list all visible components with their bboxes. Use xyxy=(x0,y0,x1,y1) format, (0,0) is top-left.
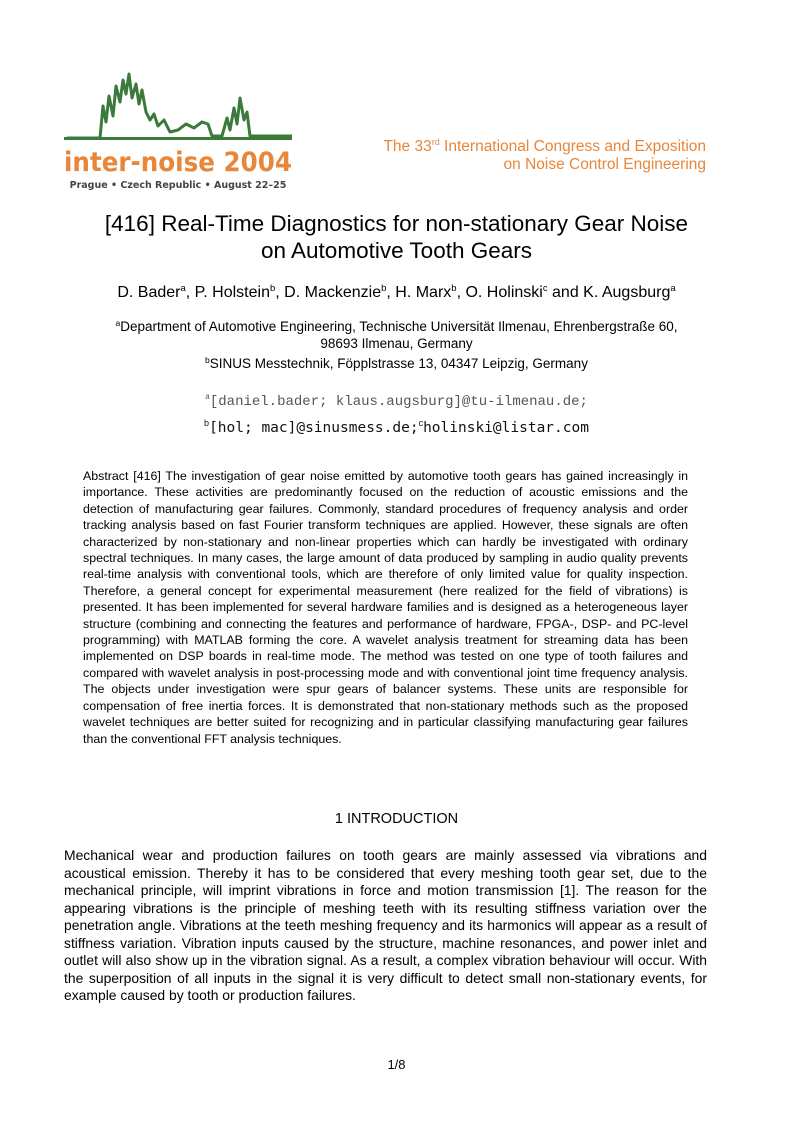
author: D. Mackenzie$^b$, xyxy=(284,283,396,301)
logo-tagline: Prague • Czech Republic • August 22–25 xyxy=(69,180,287,191)
author: D. Bader$^a$, xyxy=(117,283,195,301)
affiliations xyxy=(40,315,753,372)
paper-title-line2: on Automotive Tooth Gears xyxy=(261,238,532,263)
affiliation-a-line2: 98693 Ilmenau, Germany xyxy=(320,336,473,351)
author-list xyxy=(40,279,753,303)
author: P. Holstein$^b$, xyxy=(194,283,285,301)
email-line-1: $^a$[daniel.bader; klaus.augsburg]@tu-ilmenau.de; xyxy=(205,393,588,410)
abstract-paragraph: Abstract [416] The investigation of gear noise emitted by automotive tooth gears has gained increasingly in importance. These activities are predominantly focused on the reduction of acoustic emissions and the detection of manufacturing gear failures. Commonly, standard procedures of frequency analysis and order tracking analysis based on fast Fourier transform techniques are applied. However, these signals are often characterized by non-stationary and non-linear properties which can hardly be investigated with ordinary spectral techniques. In many cases, the large amount of data produced by sampling in audio quality prevents real-time analysis with conventional tools, which are therefore of only limited value for quality inspection. Therefore, a general concept for experimental measurement (here realized for the field of vibrations) is presented. It has been implemented for several hardware families and is designed as a heterogeneous layer structure (combining and connecting the features and performance of hardware, FPGA-, DSP- and PC-level programming) with MATLAB forming the core. A wavelet analysis treatment for streaming data has been implemented on DSP boards in real-time mode. The method was tested on one type of tooth failures and compared with wavelet analysis in post-processing mode and with conventional joint time frequency analysis. The objects under investigation were spur gears of balancer systems. These units are responsible for compensation of free inertia forces. It is demonstrated that non-stationary methods such as the proposed wavelet techniques are better suited for recognizing and in particular classifying manufacturing gear failures than the conventional FFT analysis techniques. xyxy=(83,469,688,746)
conference-line1-post: International Congress and Exposition xyxy=(439,138,706,155)
prague-skyline-icon xyxy=(67,74,292,138)
conference-logo xyxy=(62,72,298,194)
conference-line1-sup: rd xyxy=(431,137,440,147)
author: O. Holinski$^c$ and xyxy=(465,283,584,301)
section-heading-introduction: 1 INTRODUCTION xyxy=(334,811,459,827)
conference-line1-pre: The 33 xyxy=(383,138,432,155)
paper-title-line1: [416] Real-Time Diagnostics for non-stationary Gear Noise xyxy=(104,211,689,236)
conference-line2: on Noise Control Engineering xyxy=(503,156,706,173)
logo-wordmark: inter-noise 2004 xyxy=(64,147,292,178)
page-number: 1/8 xyxy=(387,1057,406,1072)
author: K. Augsburg$^a$ xyxy=(583,283,676,301)
author: H. Marx$^b$, xyxy=(395,283,466,301)
introduction-paragraph: Mechanical wear and production failures on tooth gears are mainly assessed via vibrations and acoustical emission. Thereby it has to be considered that every meshing tooth gear set, due to the mechanical principle, will imprint vibrations in force and motion transmission [1]. The reason for the appearing vibrations is the principle of meshing teeth with its resulting stiffness variation over the penetration angle. Vibrations at the teeth meshing frequency and its harmonics will appear as a result of stiffness variation. Vibration inputs caused by the structure, machine resonances, and power inlet and outlet will also show up in the vibration signal. As a result, a complex vibration behaviour will occur. With the superposition of all inputs in the signal it is very difficult to detect small non-stationary events, for example caused by tooth or production failures. xyxy=(64,847,707,1003)
conference-header xyxy=(286,133,706,174)
email-line-2: $^b$[hol; mac]@sinusmess.de;$^c$holinski@listar.com xyxy=(204,418,589,436)
paper-title xyxy=(40,210,753,264)
affiliation-b: $^b$SINUS Messtechnik, Föpplstrasse 13, 04347 Leipzig, Germany xyxy=(205,355,588,371)
affiliation-a-line1: $^a$Department of Automotive Engineering, Technische Universität Ilmenau, Ehrenbergstraße 60, xyxy=(115,318,678,334)
